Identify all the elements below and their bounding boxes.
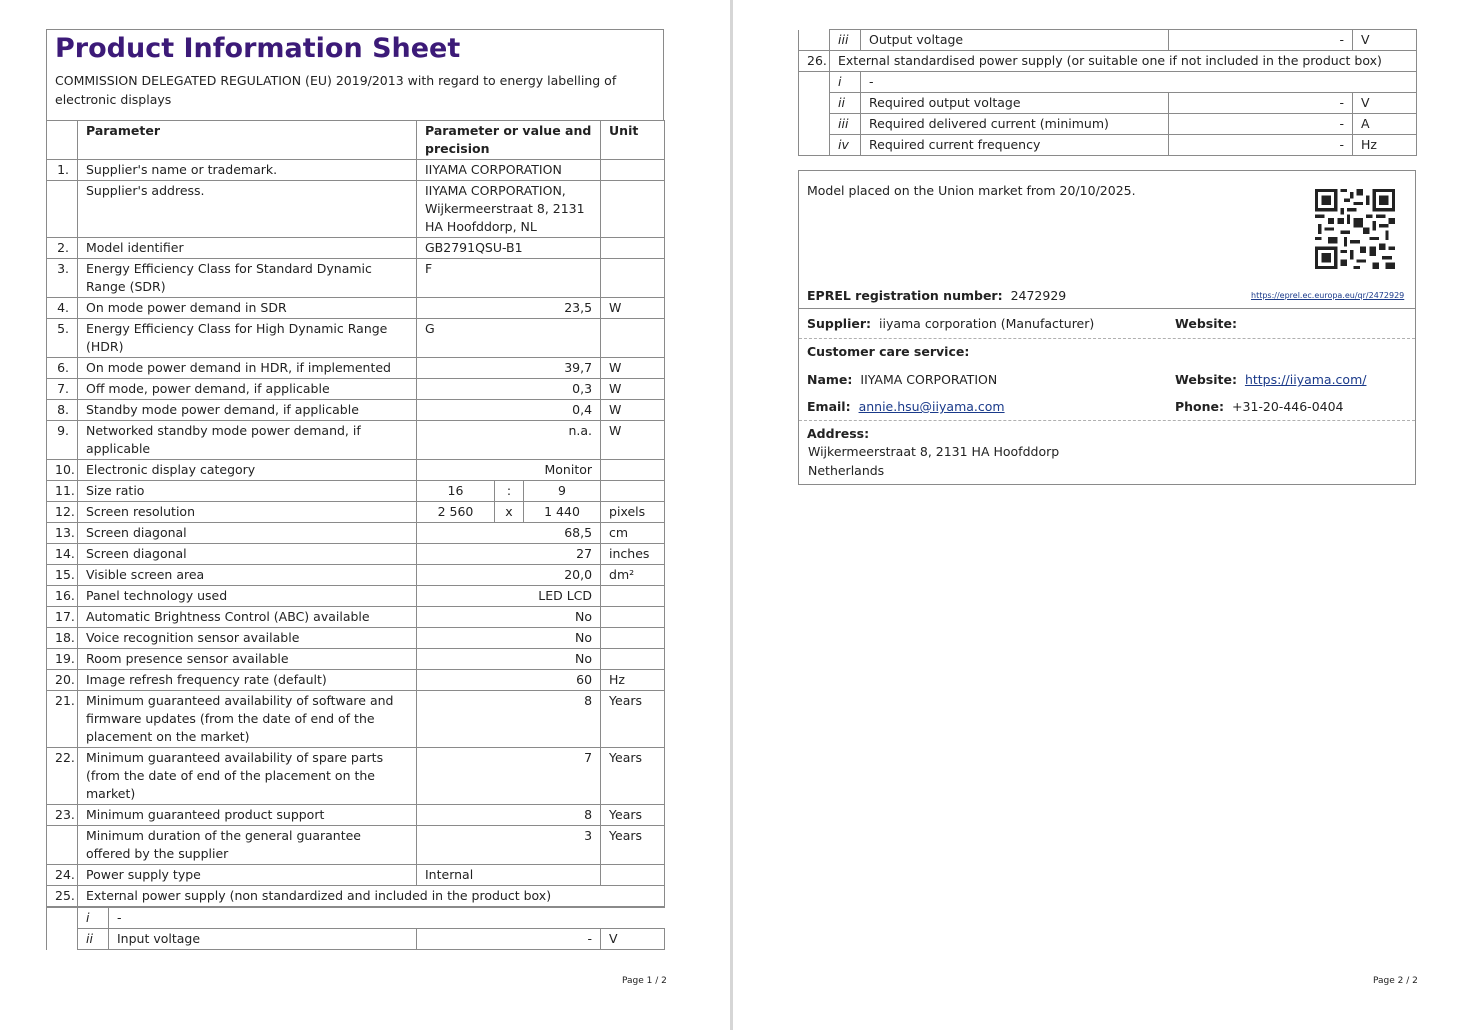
table-row: 14. Screen diagonal 27 inches bbox=[47, 544, 665, 565]
table-row: 13. Screen diagonal 68,5 cm bbox=[47, 523, 665, 544]
table-row: 26. External standardised power supply (or suitable one if not included in the product box) bbox=[799, 51, 1417, 72]
email-label: Email: bbox=[807, 399, 851, 414]
table-row: Minimum duration of the general guarantee offered by the supplier 3 Years bbox=[47, 826, 665, 865]
qr-code-icon bbox=[1315, 189, 1395, 269]
table-row: 25. External power supply (non standardized and included in the product box) bbox=[47, 886, 665, 907]
table-row: 12. Screen resolution 2 560 x 1 440 pixels bbox=[47, 502, 665, 523]
table-row: 2. Model identifier GB2791QSU-B1 bbox=[47, 238, 665, 259]
sub-table-25 bbox=[46, 907, 665, 950]
name-label: Name: bbox=[807, 372, 853, 387]
page-number: Page 2 / 2 bbox=[1373, 976, 1418, 986]
sub-table-continued bbox=[798, 29, 1417, 156]
table-row: ii Input voltage - V bbox=[47, 929, 665, 950]
table-row: 6. On mode power demand in HDR, if implemented 39,7 W bbox=[47, 358, 665, 379]
phone-value: +31-20-446-0404 bbox=[1232, 399, 1344, 414]
header-parameter: Parameter bbox=[78, 121, 417, 160]
header-num bbox=[47, 121, 78, 160]
table-row: 15. Visible screen area 20,0 dm² bbox=[47, 565, 665, 586]
page-1 bbox=[0, 0, 730, 1030]
name-value: IIYAMA CORPORATION bbox=[860, 372, 998, 387]
supplier-value: iiyama corporation (Manufacturer) bbox=[879, 316, 1095, 331]
table-row: 8. Standby mode power demand, if applicable 0,4 W bbox=[47, 400, 665, 421]
table-row: 23. Minimum guaranteed product support 8 Years bbox=[47, 805, 665, 826]
header-unit: Unit bbox=[601, 121, 665, 160]
table-row: 24. Power supply type Internal bbox=[47, 865, 665, 886]
header-value: Parameter or value and precision bbox=[417, 121, 601, 160]
sheet-header bbox=[46, 29, 664, 120]
customer-email-line bbox=[807, 398, 1005, 416]
parameter-table bbox=[46, 120, 665, 907]
page-2 bbox=[733, 0, 1465, 1030]
table-row: ii Required output voltage - V bbox=[799, 93, 1417, 114]
page-number: Page 1 / 2 bbox=[622, 976, 667, 986]
table-row: 3. Energy Efficiency Class for Standard Dynamic Range (SDR) F bbox=[47, 259, 665, 298]
supplier-label: Supplier: bbox=[807, 316, 872, 331]
customer-phone-line bbox=[1175, 398, 1344, 416]
divider bbox=[799, 338, 1415, 339]
table-row: 10. Electronic display category Monitor bbox=[47, 460, 665, 481]
cc-website-label: Website: bbox=[1175, 372, 1237, 387]
table-row: 21. Minimum guaranteed availability of software and firmware updates (from the date of end of the placement on the market) 8 Years bbox=[47, 691, 665, 748]
phone-label: Phone: bbox=[1175, 399, 1225, 414]
table-row: 22. Minimum guaranteed availability of spare parts (from the date of end of the placement on the market) 7 Years bbox=[47, 748, 665, 805]
table-row: 19. Room presence sensor available No bbox=[47, 649, 665, 670]
table-row: iii Output voltage - V bbox=[799, 30, 1417, 51]
regulation-subtitle: COMMISSION DELEGATED REGULATION (EU) 2019/2013 with regard to energy labelling of electronic displays bbox=[55, 73, 617, 107]
table-row: 11. Size ratio 16 : 9 bbox=[47, 481, 665, 502]
table-row: 20. Image refresh frequency rate (default) 60 Hz bbox=[47, 670, 665, 691]
market-placement-text: Model placed on the Union market from 20/10/2025. bbox=[807, 183, 1136, 198]
table-row: 9. Networked standby mode power demand, if applicable n.a. W bbox=[47, 421, 665, 460]
cc-website-link[interactable]: https://iiyama.com/ bbox=[1244, 372, 1367, 387]
table-row: iv Required current frequency - Hz bbox=[799, 135, 1417, 156]
supplier-website-label: Website: bbox=[1175, 316, 1237, 331]
table-row: i - bbox=[47, 908, 665, 929]
table-header-row bbox=[47, 121, 665, 160]
table-row: 5. Energy Efficiency Class for High Dynamic Range (HDR) G bbox=[47, 319, 665, 358]
eprel-info-box bbox=[798, 170, 1416, 485]
page-title: Product Information Sheet bbox=[55, 33, 461, 64]
table-row: 18. Voice recognition sensor available No bbox=[47, 628, 665, 649]
table-row: 17. Automatic Brightness Control (ABC) available No bbox=[47, 607, 665, 628]
table-row: i - bbox=[799, 72, 1417, 93]
table-row: 7. Off mode, power demand, if applicable 0,3 W bbox=[47, 379, 665, 400]
product-info-sheet bbox=[46, 29, 664, 958]
customer-website-line bbox=[1175, 371, 1366, 389]
customer-care-heading: Customer care service: bbox=[807, 344, 970, 359]
customer-name-line bbox=[807, 371, 997, 389]
supplier-line bbox=[807, 315, 1094, 333]
address-label: Address: bbox=[807, 426, 870, 441]
address-line-2: Netherlands bbox=[808, 463, 885, 478]
divider bbox=[799, 420, 1415, 421]
table-row: 16. Panel technology used LED LCD bbox=[47, 586, 665, 607]
table-row: Supplier's address. IIYAMA CORPORATION, Wijkermeerstraat 8, 2131 HA Hoofddorp, NL bbox=[47, 181, 665, 238]
table-row: 4. On mode power demand in SDR 23,5 W bbox=[47, 298, 665, 319]
email-link[interactable]: annie.hsu@iiyama.com bbox=[858, 399, 1005, 414]
eprel-registration bbox=[807, 287, 1066, 305]
table-row: 1. Supplier's name or trademark. IIYAMA CORPORATION bbox=[47, 160, 665, 181]
eprel-label: EPREL registration number: bbox=[807, 288, 1003, 303]
table-row: iii Required delivered current (minimum) - A bbox=[799, 114, 1417, 135]
divider bbox=[799, 308, 1415, 309]
address-line-1: Wijkermeerstraat 8, 2131 HA Hoofddorp bbox=[808, 444, 1060, 459]
eprel-number: 2472929 bbox=[1010, 288, 1067, 303]
eprel-link[interactable]: https://eprel.ec.europa.eu/qr/2472929 bbox=[1251, 291, 1405, 300]
power-supply-continuation bbox=[798, 29, 1416, 156]
